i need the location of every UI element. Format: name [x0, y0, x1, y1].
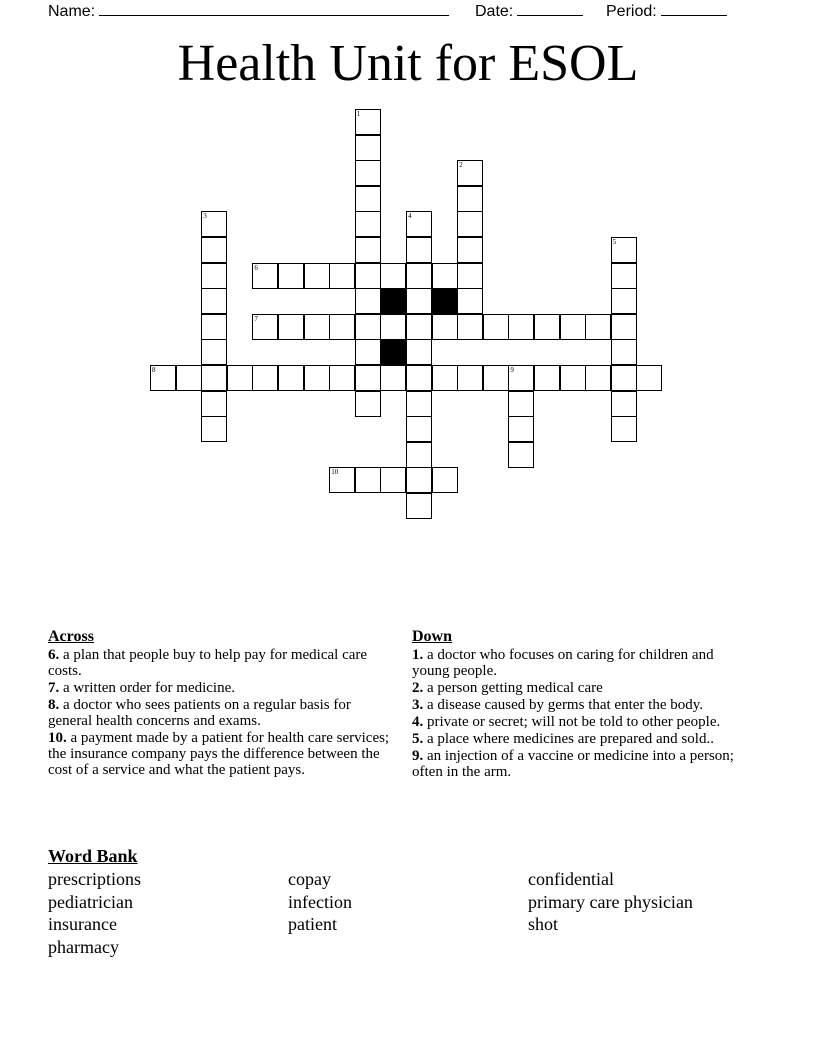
- crossword-cell[interactable]: [355, 314, 381, 340]
- clue-number-label: 6: [254, 263, 258, 272]
- crossword-cell[interactable]: [432, 263, 458, 289]
- crossword-cell[interactable]: [380, 314, 406, 340]
- across-heading: Across: [48, 628, 94, 645]
- crossword-cell[interactable]: [278, 314, 304, 340]
- crossword-cell[interactable]: [201, 416, 227, 442]
- crossword-cell[interactable]: [329, 314, 355, 340]
- word-bank-item: confidential: [528, 869, 614, 889]
- crossword-cell[interactable]: [611, 263, 637, 289]
- crossword-cell[interactable]: [457, 365, 483, 391]
- clue-text: a doctor who sees patients on a regular basis for general health concerns and exams.: [48, 697, 351, 729]
- crossword-cell[interactable]: [432, 365, 458, 391]
- crossword-cell[interactable]: [201, 339, 227, 365]
- crossword-cell[interactable]: [380, 365, 406, 391]
- clue-number-label: 9: [510, 366, 514, 374]
- crossword-cell[interactable]: [201, 237, 227, 263]
- clue-number-label: 4: [408, 212, 412, 221]
- crossword-cell[interactable]: [611, 339, 637, 365]
- word-bank-column: [48, 868, 141, 959]
- crossword-cell[interactable]: [355, 237, 381, 263]
- period-field[interactable]: [606, 0, 727, 21]
- clue-down-5: [412, 731, 747, 747]
- crossword-cell[interactable]: [508, 391, 534, 417]
- clue-number-label: 1: [356, 110, 361, 118]
- crossword-cell[interactable]: [201, 391, 227, 417]
- crossword-cell[interactable]: [457, 211, 483, 237]
- crossword-cell[interactable]: [483, 314, 509, 340]
- crossword-cell[interactable]: [457, 237, 483, 263]
- clue-number: 6.: [48, 647, 60, 663]
- word-bank-item: patient: [288, 914, 337, 935]
- crossword-cell[interactable]: [380, 263, 406, 289]
- crossword-cell[interactable]: [355, 467, 381, 493]
- crossword-cell[interactable]: [406, 339, 432, 365]
- date-blank[interactable]: [517, 0, 583, 16]
- crossword-cell[interactable]: [252, 314, 278, 340]
- date-field[interactable]: [475, 0, 583, 21]
- crossword-cell[interactable]: [406, 314, 432, 340]
- clue-down-9: [412, 748, 747, 780]
- clue-across-7: [48, 680, 393, 696]
- date-label: Date:: [475, 3, 514, 20]
- crossword-cell[interactable]: [585, 314, 611, 340]
- crossword-cell[interactable]: [534, 365, 560, 391]
- clue-number: 10.: [48, 730, 67, 746]
- crossword-cell[interactable]: [508, 365, 534, 391]
- crossword-cell[interactable]: [560, 314, 586, 340]
- clue-text: a person getting medical care: [427, 680, 603, 696]
- crossword-cell[interactable]: [176, 365, 202, 391]
- crossword-cell[interactable]: [611, 416, 637, 442]
- crossword-grid: [150, 109, 670, 529]
- crossword-cell[interactable]: [611, 365, 637, 391]
- crossword-cell[interactable]: [355, 211, 381, 237]
- period-blank[interactable]: [661, 0, 727, 16]
- crossword-block-cell: [432, 288, 458, 314]
- clue-down-3: [412, 697, 747, 713]
- crossword-cell[interactable]: [432, 314, 458, 340]
- word-bank-item: insurance: [48, 914, 117, 935]
- clue-down-2: [412, 680, 747, 696]
- crossword-cell[interactable]: [355, 186, 381, 212]
- crossword-cell[interactable]: [201, 365, 227, 391]
- crossword-cell[interactable]: [227, 365, 253, 391]
- crossword-cell[interactable]: [560, 365, 586, 391]
- crossword-cell[interactable]: [457, 288, 483, 314]
- word-bank-item: infection: [288, 891, 352, 912]
- crossword-cell[interactable]: [329, 263, 355, 289]
- word-bank-item: copay: [288, 869, 331, 889]
- crossword-cell[interactable]: [252, 365, 278, 391]
- crossword-cell[interactable]: [380, 467, 406, 493]
- clue-number-label: 10: [331, 468, 339, 477]
- name-field[interactable]: [48, 0, 449, 21]
- crossword-cell[interactable]: [534, 314, 560, 340]
- clue-number-label: 8: [152, 366, 156, 374]
- crossword-cell[interactable]: [457, 263, 483, 289]
- crossword-cell[interactable]: [432, 467, 458, 493]
- clue-text: a doctor who focuses on caring for children and young people.: [412, 647, 714, 679]
- crossword-cell[interactable]: [611, 237, 637, 263]
- clue-text: a payment made by a patient for health care services; the insurance company pays the difference between the cost of a service and what the patient pays.: [48, 730, 390, 778]
- crossword-cell[interactable]: [355, 160, 381, 186]
- word-bank-column: [528, 868, 693, 936]
- name-blank[interactable]: [99, 0, 449, 16]
- crossword-cell[interactable]: [585, 365, 611, 391]
- down-clues: [412, 629, 747, 781]
- clue-down-4: [412, 714, 747, 730]
- crossword-cell[interactable]: [355, 288, 381, 314]
- crossword-cell[interactable]: [636, 365, 662, 391]
- crossword-cell[interactable]: [355, 391, 381, 417]
- crossword-cell[interactable]: [406, 467, 432, 493]
- clue-text: a plan that people buy to help pay for medical care costs.: [48, 647, 368, 679]
- crossword-cell[interactable]: [201, 263, 227, 289]
- crossword-cell[interactable]: [406, 416, 432, 442]
- word-bank-item: pediatrician: [48, 891, 133, 912]
- clue-text: private or secret; will not be told to other people.: [427, 714, 721, 730]
- crossword-block-cell: [380, 339, 406, 365]
- crossword-cell[interactable]: [406, 391, 432, 417]
- across-clues: [48, 629, 393, 779]
- word-bank-item: shot: [528, 914, 559, 935]
- crossword-cell[interactable]: [150, 365, 176, 391]
- crossword-cell[interactable]: [304, 314, 330, 340]
- clue-number: 5.: [412, 731, 424, 747]
- crossword-cell[interactable]: [355, 135, 381, 161]
- crossword-cell[interactable]: [483, 365, 509, 391]
- crossword-cell[interactable]: [406, 237, 432, 263]
- crossword-cell[interactable]: [457, 186, 483, 212]
- word-bank-heading: Word Bank: [48, 846, 138, 866]
- name-label: Name:: [48, 3, 96, 20]
- crossword-cell[interactable]: [457, 314, 483, 340]
- clue-across-8: [48, 697, 393, 729]
- crossword-cell[interactable]: [201, 314, 227, 340]
- clue-text: a disease caused by germs that enter the body.: [427, 697, 704, 713]
- word-bank-column: [288, 868, 352, 936]
- clue-number: 4.: [412, 714, 424, 730]
- crossword-cell[interactable]: [406, 288, 432, 314]
- clue-number-label: 3: [203, 212, 207, 221]
- crossword-cell[interactable]: [329, 467, 355, 493]
- clue-number-label: 7: [254, 314, 258, 323]
- crossword-cell[interactable]: [457, 160, 483, 186]
- crossword-cell[interactable]: [329, 365, 355, 391]
- word-bank-item: primary care physician: [528, 891, 693, 912]
- crossword-cell[interactable]: [201, 288, 227, 314]
- clue-number: 1.: [412, 647, 424, 663]
- crossword-cell[interactable]: [252, 263, 278, 289]
- crossword-cell[interactable]: [406, 493, 432, 519]
- clue-text: an injection of a vaccine or medicine into a person; often in the arm.: [412, 748, 734, 780]
- word-bank-item: pharmacy: [48, 937, 119, 958]
- crossword-cell[interactable]: [278, 263, 304, 289]
- crossword-cell[interactable]: [406, 263, 432, 289]
- crossword-cell[interactable]: [508, 314, 534, 340]
- clue-number: 8.: [48, 697, 60, 713]
- crossword-cell[interactable]: [355, 109, 381, 135]
- crossword-cell[interactable]: [611, 314, 637, 340]
- crossword-cell[interactable]: [508, 416, 534, 442]
- crossword-cell[interactable]: [304, 263, 330, 289]
- crossword-cell[interactable]: [508, 442, 534, 468]
- period-label: Period:: [606, 3, 657, 20]
- crossword-cell[interactable]: [278, 365, 304, 391]
- crossword-cell[interactable]: [406, 442, 432, 468]
- crossword-cell[interactable]: [355, 365, 381, 391]
- crossword-cell[interactable]: [201, 211, 227, 237]
- clue-number-label: 5: [612, 238, 617, 246]
- clue-down-1: [412, 647, 747, 679]
- crossword-cell[interactable]: [406, 211, 432, 237]
- crossword-cell[interactable]: [304, 365, 330, 391]
- crossword-cell[interactable]: [406, 365, 432, 391]
- crossword-cell[interactable]: [355, 263, 381, 289]
- clue-number: 7.: [48, 680, 60, 696]
- crossword-cell[interactable]: [611, 288, 637, 314]
- word-bank-item: prescriptions: [48, 869, 141, 889]
- clue-across-6: [48, 647, 393, 679]
- clue-number: 9.: [412, 748, 424, 764]
- clue-text: a written order for medicine.: [63, 680, 236, 696]
- crossword-cell[interactable]: [355, 339, 381, 365]
- student-info-header: [48, 0, 768, 20]
- clue-number-label: 2: [459, 161, 463, 170]
- clue-number: 2.: [412, 680, 424, 696]
- crossword-block-cell: [380, 288, 406, 314]
- crossword-cell[interactable]: [611, 391, 637, 417]
- clue-across-10: [48, 730, 393, 778]
- down-heading: Down: [412, 628, 453, 645]
- clue-text: a place where medicines are prepared and sold..: [427, 731, 714, 747]
- page-title: Health Unit for ESOL: [177, 35, 639, 92]
- clue-number: 3.: [412, 697, 424, 713]
